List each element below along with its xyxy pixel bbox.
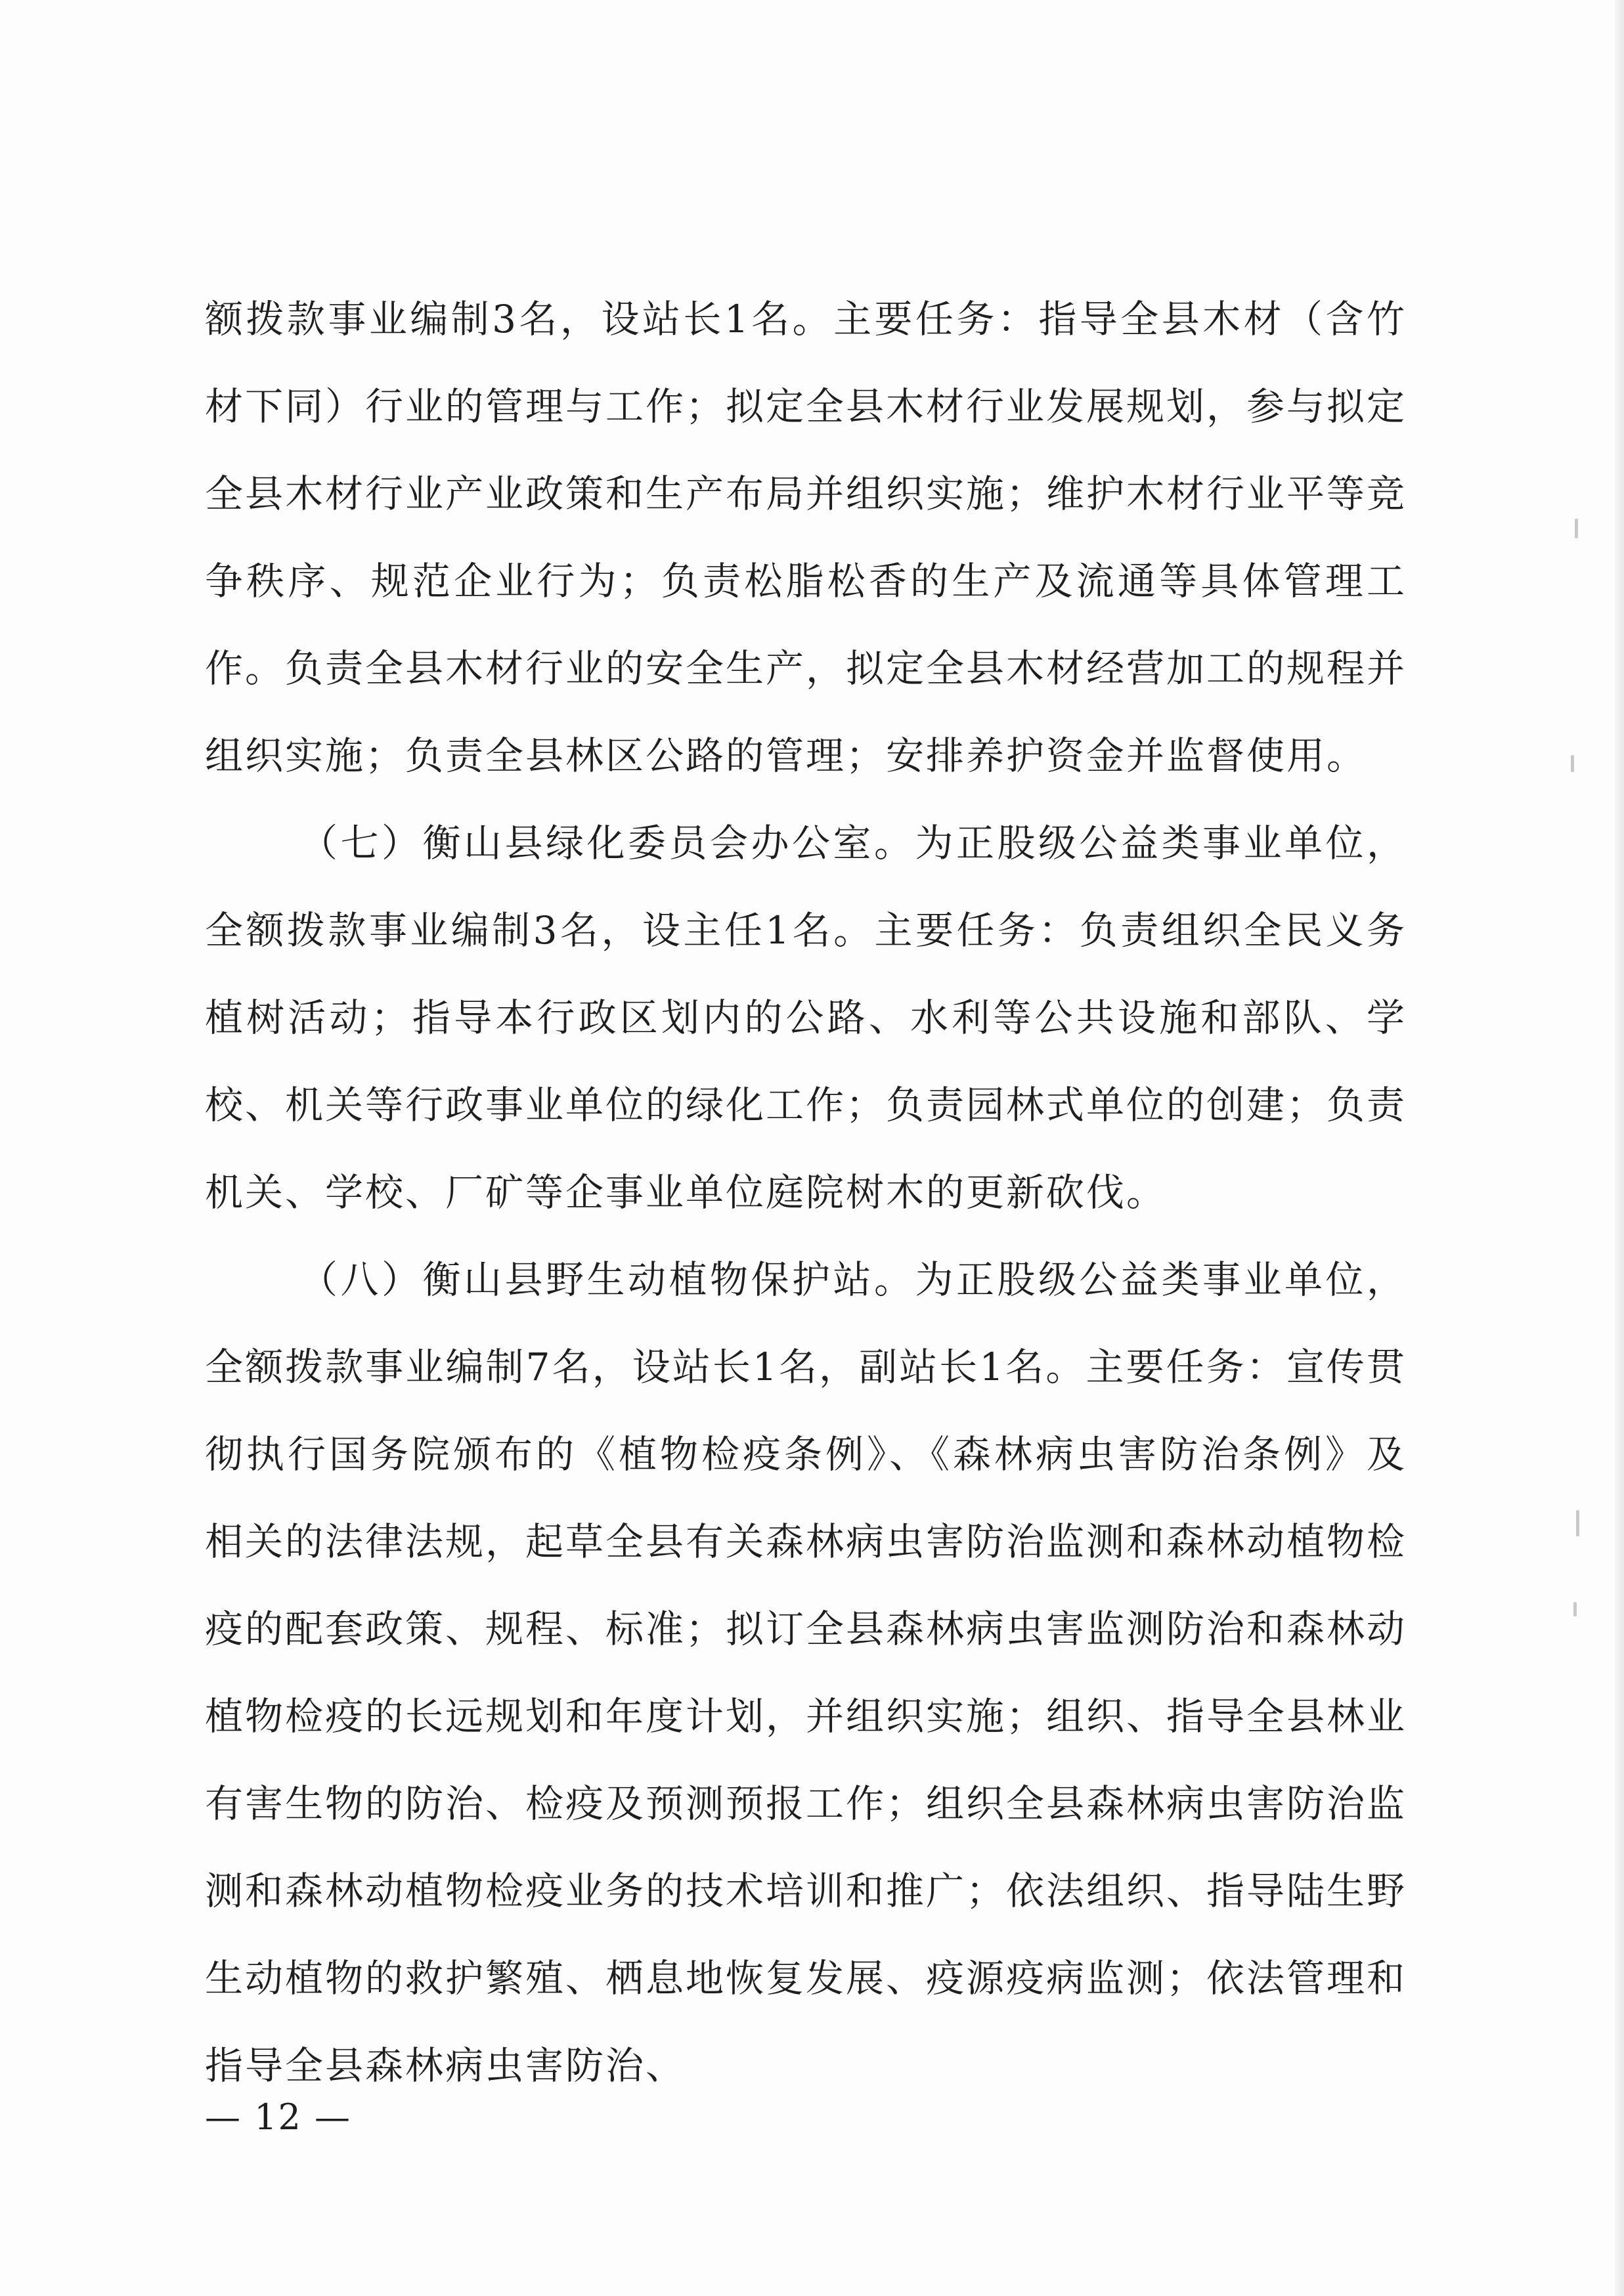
scan-artifact <box>1571 755 1574 772</box>
paragraph-section-7: （七）衡山县绿化委员会办公室。为正股级公益类事业单位，全额拨款事业编制3名，设主任1名。主要任务：负责组织全民义务植树活动；指导本行政区划内的公路、水利等公共设施和部队、学校、机关等行政事业单位的绿化工作；负责园林式单位的创建；负责机关、学校、厂矿等企事业单位庭院树木的更新砍伐。 <box>205 821 1407 1215</box>
scan-edge-shadow <box>1615 0 1624 2296</box>
page-number: — 12 — <box>205 2096 352 2138</box>
scan-artifact <box>1576 1510 1579 1536</box>
scan-artifact <box>1573 1602 1577 1616</box>
document-body <box>205 276 1407 2110</box>
paragraph-continuation: 额拨款事业编制3名，设站长1名。主要任务：指导全县木材（含竹材下同）行业的管理与工作；拟定全县木材行业发展规划，参与拟定全县木材行业产业政策和生产布局并组织实施；维护木材行业平等竞争秩序、规范企业行为；负责松脂松香的生产及流通等具体管理工作。负责全县木材行业的安全生产，拟定全县木材经营加工的规程并组织实施；负责全县林区公路的管理；安排养护资金并监督使用。 <box>205 297 1407 778</box>
paragraph-section-8: （八）衡山县野生动植物保护站。为正股级公益类事业单位，全额拨款事业编制7名，设站长1名，副站长1名。主要任务：宣传贯彻执行国务院颁布的《植物检疫条例》、《森林病虫害防治条例》及相关的法律法规，起草全县有关森林病虫害防治监测和森林动植物检疫的配套政策、规程、标准；拟订全县森林病虫害监测防治和森林动植物检疫的长远规划和年度计划，并组织实施；组织、指导全县林业有害生物的防治、检疫及预测预报工作；组织全县森林病虫害防治监测和森林动植物检疫业务的技术培训和推广；依法组织、指导陆生野生动植物的救护繁殖、栖息地恢复发展、疫源疫病监测；依法管理和指导全县森林病虫害防治、 <box>205 1257 1407 2088</box>
scan-artifact <box>1575 519 1578 538</box>
